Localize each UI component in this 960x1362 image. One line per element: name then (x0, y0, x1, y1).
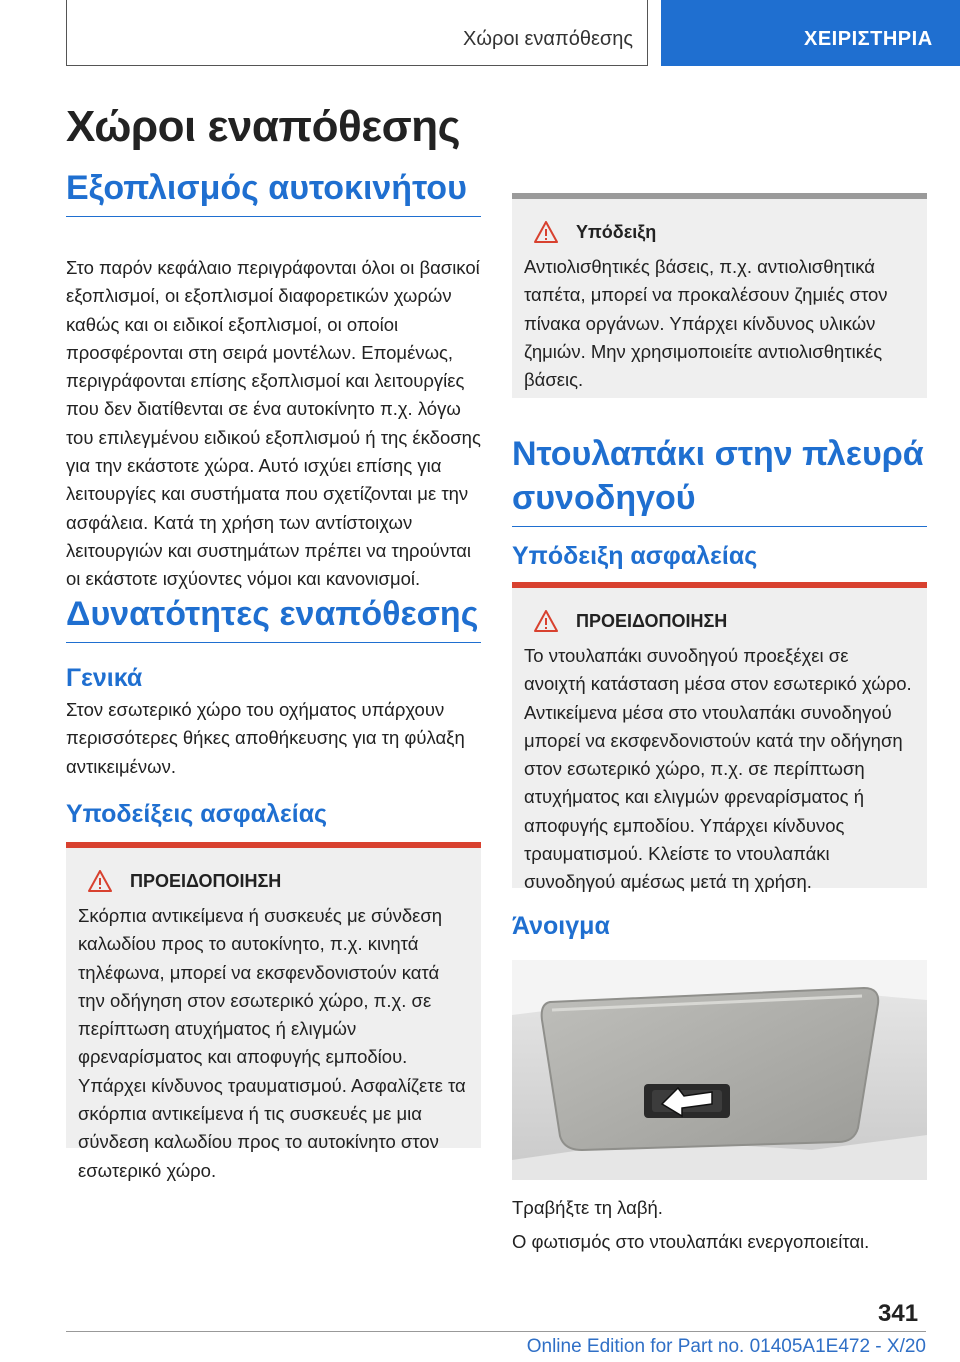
glovebox-warning-label: ΠΡΟΕΙΔΟΠΟΙΗΣΗ (576, 610, 728, 631)
footer-divider (66, 1331, 926, 1332)
hint-box (512, 193, 927, 398)
equipment-heading: Εξοπλισμός αυτοκινήτου (66, 166, 481, 217)
hint-text: Αντιολισθητικές βάσεις, π.χ. αντιολισθητικά ταπέτα, μπορεί να προκαλέσουν ζημιές στον πίνακα οργάνων. Υπάρχει κίνδυνος υλικών ζημιών. Μην χρησιμοποιείτε αντιολισθητικές βάσεις. (524, 256, 888, 391)
step-light-on: Ο φωτισμός στο ντουλαπάκι ενεργοποιείται. (512, 1231, 870, 1252)
glovebox-heading: Ντουλαπάκι στην πλευρά συνοδηγού (512, 432, 927, 527)
page-number: 341 (878, 1300, 919, 1327)
warning-triangle-icon (88, 870, 112, 892)
general-paragraph: Στον εσωτερικό χώρο του οχήματος υπάρχουν περισσότερες θήκες αποθήκευσης για τη φύλαξη αντικειμένων. (66, 699, 465, 777)
storage-heading: Δυνατότητες εναπόθεσης (66, 592, 481, 643)
safety-notes-heading: Υποδείξεις ασφαλείας (66, 800, 328, 828)
section-tab-label: Χώροι εναπόθεσης (463, 28, 633, 50)
hint-label: Υπόδειξη (576, 221, 657, 242)
running-header (0, 0, 960, 66)
glovebox-warning-text: Το ντουλαπάκι συνοδηγού προεξέχει σε ανοιχτή κατάσταση μέσα στον εσωτερικό χώρο. Αντικείμενα μέσα στο ντουλαπάκι συνοδηγού μπορεί να εκσφενδονιστούν κατά την οδήγηση στον εσωτερικό χώρο, π.χ. σε περίπτωση ατυχήματος και ελιγμών φρεναρίσματος ή αποφυγής εμποδίου. Υπάρχει κίνδυνος τραυματισμού. Κλείστε το ντουλαπάκι συνοδηγού αμέσως μετά τη χρήση. (524, 645, 912, 893)
step-pull-handle: Τραβήξτε τη λαβή. (512, 1197, 663, 1218)
warning-label: ΠΡΟΕΙΔΟΠΟΙΗΣΗ (130, 870, 282, 891)
chapter-tab (661, 0, 960, 66)
warning-triangle-icon (534, 610, 558, 632)
glovebox-illustration (512, 960, 927, 1180)
warning-text: Σκόρπια αντικείμενα ή συσκευές με σύνδεση καλωδίου προς το αυτοκίνητο, π.χ. κινητά τηλέφωνα, μπορεί να εκσφενδονιστούν κατά την οδήγηση στον εσωτερικό χώρο, π.χ. σε περίπτωση ατυχήματος ή ελιγμών φρεναρίσματος και αποφυγής εμποδίου. Υπάρχει κίνδυνος τραυματισμού. Ασφαλίζετε τα σκόρπια αντικείμενα ή τις συσκευές με μια σύνδεση καλωδίου προς το αυτοκίνητο στον εσωτερικό χώρο. (78, 905, 466, 1181)
equipment-paragraph: Στο παρόν κεφάλαιο περιγράφονται όλοι οι βασικοί εξοπλισμοί, οι εξοπλισμοί διαφορετικών χωρών καθώς και οι ειδικοί εξοπλισμοί, οι οποίοι προσφέρονται στη σειρά μοντέλων. Επομένως, περιγράφονται επίσης εξοπλισμοί και λειτουργίες που δεν διατίθενται σε ένα αυτοκίνητο π.χ. λόγω του επιλεγμένου ειδικού εξοπλισμού ή της έκδοσης για την εκάστοτε χώρα. Αυτό ισχύει επίσης για λειτουργίες και συστήματα που σχετίζονται με την ασφάλεια. Κατά τη χρήση των αντίστοιχων λειτουργιών και συστημάτων πρέπει να τηρούνται οι εκάστοτε ισχύοντες νόμοι και κανονισμοί. (66, 257, 481, 590)
general-heading: Γενικά (66, 664, 143, 692)
opening-heading: Άνοιγμα (512, 912, 610, 940)
page-title: Χώροι εναπόθεσης (66, 102, 460, 151)
glovebox-handle-photo (512, 960, 927, 1180)
glovebox-safety-heading: Υπόδειξη ασφαλείας (512, 542, 758, 570)
glovebox-warning-box (512, 582, 927, 893)
caution-triangle-icon (534, 221, 558, 243)
footer-edition: Online Edition for Part no. 01405A1E472 - X/20 (526, 1336, 926, 1357)
section-tab (66, 0, 648, 66)
warning-box (66, 842, 481, 1181)
chapter-tab-label: ΧΕΙΡΙΣΤΗΡΙΑ (804, 28, 933, 50)
